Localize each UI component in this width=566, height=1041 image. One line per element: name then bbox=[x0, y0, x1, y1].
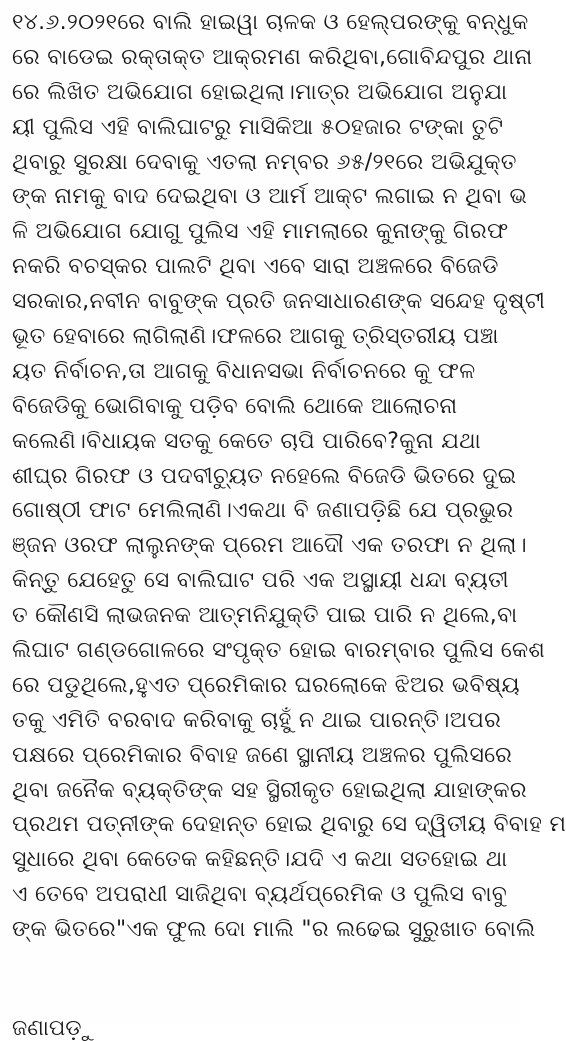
article-text bbox=[12, 6, 566, 948]
text-line: ୟୀ ପୁଲିସ ଏହି ବାଲିଘାଟରୁ ମାସିକିଆ ୫୦ହଜାର ଟଙ୍କା ତୁଟି bbox=[12, 114, 504, 140]
partial-text-line: ଜଣାପଡ଼ୁ bbox=[12, 1016, 94, 1041]
text-line: ଭୂତ ହେବାରେ ଲାଗିଲାଣି।ଫଳରେ ଆଗକୁ ତ୍ରିସ୍ତରୀୟ ପଞ୍ଚା bbox=[12, 324, 499, 350]
text-line: ରେ ଲିଖିତ ଅଭିଯୋଗ ହୋଇଥିଲା।ମାତ୍ର ଅଭିଯୋଗ ଅନୁଯା bbox=[12, 79, 508, 105]
text-line: ଞ୍ଜନ ଓରଫ ଲାଲୁନଙ୍କ ପ୍ରେମ ଆଦୌ ଏକ ତରଫା ନ ଥିଲା। bbox=[12, 533, 527, 559]
text-line: ପ୍ରଥମ ପତ୍ନୀଙ୍କ ଦେହାନ୍ତ ହୋଇ ଥିବାରୁ ସେ ଦ୍ୱିତୀୟ ବିବାହ ମ bbox=[12, 812, 566, 838]
text-line: ୧୪.୬.୨୦୨୧ରେ ବାଲି ହାଇୱା ଚାଳକ ଓ ହେଲ୍ପରଙ୍କୁ ବନ୍ଧୁକ bbox=[12, 10, 529, 35]
text-line: ତକୁ ଏମିତି ବରବାଦ କରିବାକୁ ଚାହୁଁ ନ ଥାଇ ପାରନ୍ତି।ଅପର bbox=[12, 707, 502, 733]
text-line: ଙ୍କ ଭିତରେ"ଏକ ଫୁଲ ଦୋ ମାଲି "ର ଲଢେଇ ସୁରୁଖାତ ବୋଲି bbox=[12, 917, 536, 943]
text-line: ବିଜେଡିକୁ ଭୋଗିବାକୁ ପଡ଼ିବ ବୋଲି ଥୋକେ ଆଲୋଚନା bbox=[12, 393, 458, 419]
text-line: ସରକାର,ନବୀନ ବାବୁଙ୍କ ପ୍ରତି ଜନସାଧାରଣଙ୍କ ସନ୍ଦେହ ଦୃଷ୍ଟୀ bbox=[12, 289, 546, 315]
text-line: ଳି ଅଭିଯୋଗ ଯୋଗୁ ପୁଲିସ ଏହି ମାମଲାରେ କୁନାଙ୍କୁ ଗିରଫ bbox=[12, 219, 509, 245]
text-line: ଶୀଘ୍ର ଗିରଫ ଓ ପଦବୀଚ୍ୟୁତ ନହେଲେ ବିଜେଡି ଭିତରେ ଦୁଇ bbox=[12, 463, 517, 489]
text-line: କିନ୍ତୁ ଯେହେତୁ ସେ ବାଲିଘାଟ ପରି ଏକ ଅସ୍ଥାୟୀ ଧନ୍ଦା ବ୍ୟତୀ bbox=[12, 568, 509, 594]
text-line: କଲେଣି।ବିଧାୟକ ସତକୁ କେତେ ଚାପି ପାରିବେ?କୁନା ଯଥା bbox=[12, 428, 481, 454]
text-line: ୟତ ନିର୍ବାଚନ,ତା ଆଗକୁ ବିଧାନସଭା ନିର୍ବାଚନରେ କୁ ଫଳ bbox=[12, 358, 476, 384]
text-line: ଥିବା ଜନୈକ ବ୍ୟକ୍ତିଙ୍କ ସହ ସ୍ଥିରୀକୃତ ହୋଇଥିଲା ଯାହାଙ୍କର bbox=[12, 777, 527, 803]
text-line: ରେ ବାଡେଇ ରକ୍ତାକ୍ତ ଆକ୍ରମଣ କରିଥିବା,ଗୋବିନ୍ଦପୁର ଥାନା bbox=[12, 44, 533, 70]
text-line: ପକ୍ଷରେ ପ୍ରେମିକାର ବିବାହ ଜଣେ ସ୍ଥାନୀୟ ଅଞ୍ଚଳର ପୁଲିସରେ bbox=[12, 742, 513, 768]
text-line: ଲିଘାଟ ଗଣ୍ଡଗୋଳରେ ସଂପୃକ୍ତ ହୋଇ ବାରମ୍ବାର ପୁଲିସ କେଶ bbox=[12, 638, 546, 664]
text-line: ଏ ତେବେ ଅପରାଧୀ ସାଜିଥିବା ବ୍ୟର୍ଥପ୍ରେମିକ ଓ ପୁଲିସ ବାବୁ bbox=[12, 882, 508, 908]
text-line: ଥିବାରୁ ସୁରକ୍ଷା ଦେବାକୁ ଏତଲା ନମ୍ବର ୬୫/୨୧ରେ ଅଭିଯୁକ୍ତ bbox=[12, 149, 517, 175]
text-line: ରେ ପଡୁଥିଲେ,ହୁଏତ ପ୍ରେମିକାର ଘରଲୋକେ ଝିଅର ଭବିଷ୍ୟ bbox=[12, 672, 520, 698]
text-line: ନକରି ବଚସ୍କର ପାଲଟି ଥିବା ଏବେ ସାରା ଅଞ୍ଚଳରେ ବିଜେଡି bbox=[12, 254, 499, 280]
text-line: ତ କୌଣସି ଲାଭଜନକ ଆତ୍ମନିଯୁକ୍ତି ପାଇ ପାରି ନ ଥିଲେ,ବା bbox=[12, 603, 518, 629]
text-line: ସୁଧାରେ ଥିବା କେତେକ କହିଛନ୍ତି।ଯଦି ଏ କଥା ସତହୋଇ ଥା bbox=[12, 847, 508, 873]
text-line: ଗୋଷ୍ଠୀ ଫାଟ ମେଲିଲାଣି।ଏକଥା ବି ଜଣାପଡ଼ିଛି ଯେ ପ୍ରଭୁର bbox=[12, 498, 514, 524]
text-line: ଙ୍କ ନାମକୁ ବାଦ ଦେଇଥିବା ଓ ଆର୍ମ ଆକ୍ଟ ଲଗାଇ ନ ଥିବା ଭ bbox=[12, 184, 528, 210]
